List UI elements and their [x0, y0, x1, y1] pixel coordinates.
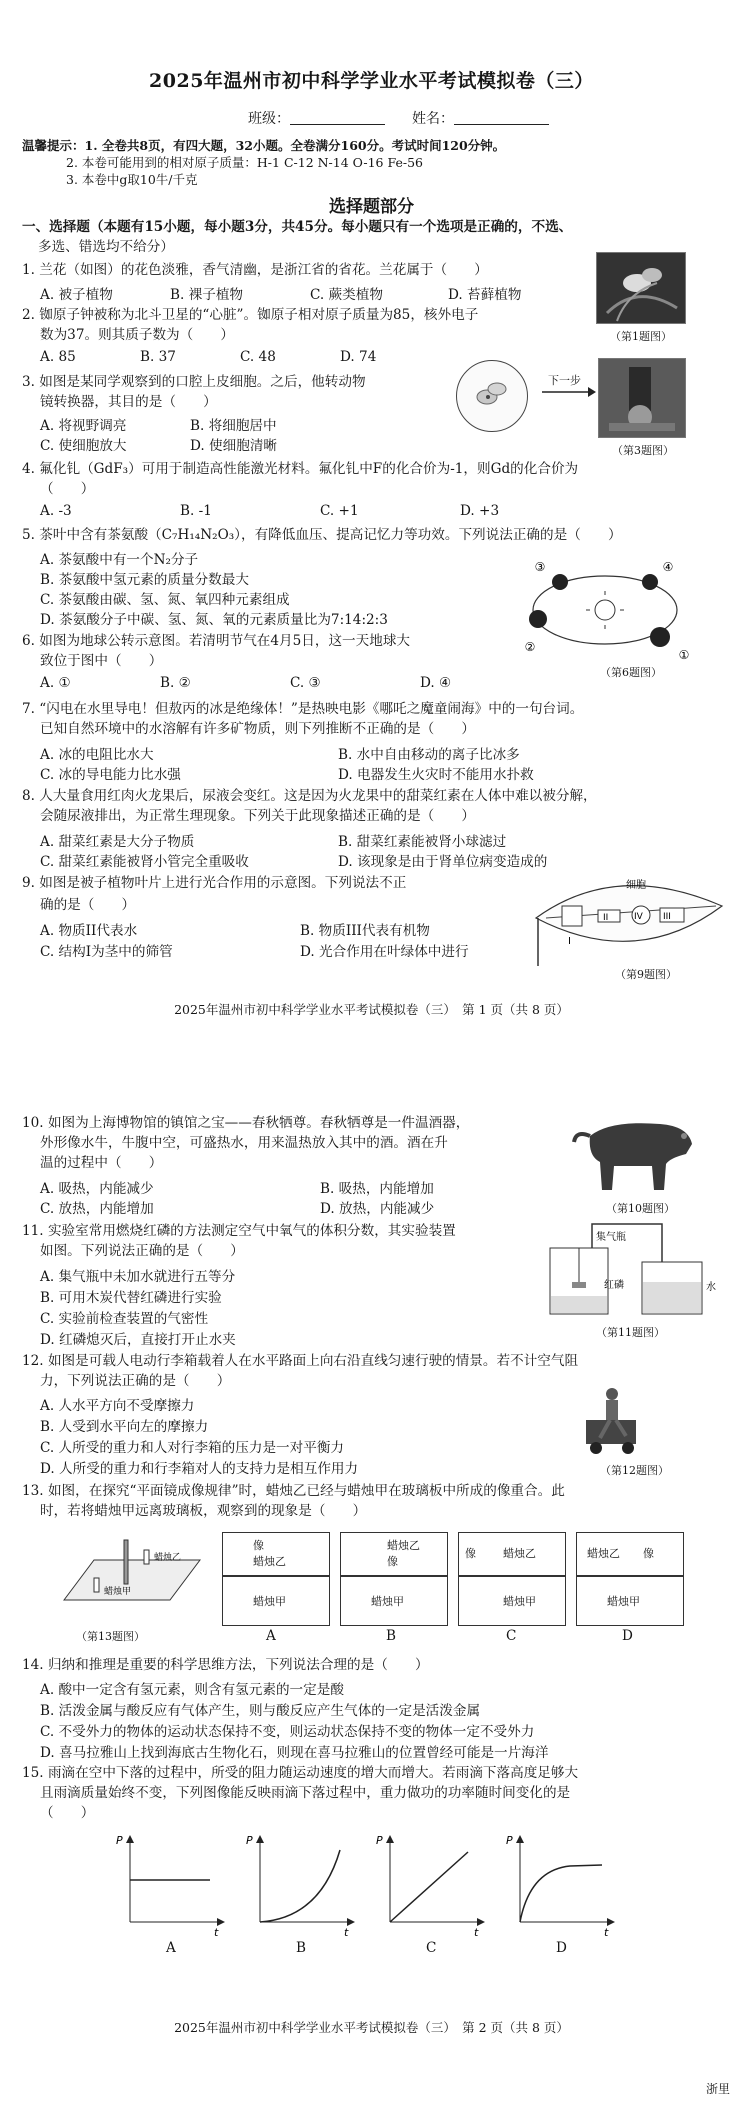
q5-option-a[interactable]: A. 茶氨酸中有一个N₂分子: [40, 552, 199, 568]
q8-option-d[interactable]: D. 该现象是由于肾单位病变造成的: [338, 854, 548, 870]
mirror-experiment-figure: [54, 1538, 204, 1620]
q11-option-d[interactable]: D. 红磷熄灭后，直接打开止水夹: [40, 1332, 236, 1348]
q7-option-d[interactable]: D. 电器发生火灾时不能用水扑救: [338, 767, 534, 783]
q6-option-b[interactable]: B. ②: [160, 675, 191, 691]
question-12-line-2: 力，下列说法正确的是（ ）: [40, 1373, 231, 1389]
caption-q1: （第1题图）: [610, 330, 672, 343]
q13-panel-b[interactable]: [340, 1532, 448, 1626]
question-10: 10. 如图为上海博物馆的镇馆之宝——春秋牺尊。春秋牺尊是一件温酒器，: [22, 1115, 470, 1131]
question-6: 6. 如图为地球公转示意图。若清明节气在4月5日，这一天地球大: [22, 633, 411, 649]
red-phosphorus-apparatus: [542, 1212, 722, 1320]
q15-graph-b[interactable]: [240, 1830, 360, 1938]
panel-d-jia: 蜡烛甲: [607, 1595, 640, 1608]
q10-option-c[interactable]: C. 放热，内能增加: [40, 1201, 154, 1217]
question-11: 11. 实验室常用燃烧红磷的方法测定空气中氧气的体积分数，其实验装置: [22, 1223, 456, 1239]
q1-option-a[interactable]: A. 被子植物: [40, 287, 113, 303]
graph-b-y: P: [246, 1834, 253, 1847]
microscope-view-circle: [456, 360, 528, 432]
apparatus-label-water: 水: [706, 1282, 716, 1293]
panel-a-yi: 蜡烛乙: [253, 1555, 286, 1568]
q11-option-a[interactable]: A. 集气瓶中未加水就进行五等分: [40, 1269, 236, 1285]
graph-c-x: t: [474, 1926, 479, 1938]
q14-option-d[interactable]: D. 喜马拉雅山上找到海底古生物化石，则现在喜马拉雅山的位置曾经可能是一片海洋: [40, 1745, 549, 1761]
part-instruction: 一、选择题（本题有15小题，每小题3分，共45分。每小题只有一个选项是正确的，不选、: [22, 219, 573, 235]
leaf-label-IV: IV: [634, 912, 643, 922]
corner-watermark-text: 浙里: [706, 2082, 731, 2096]
question-9: 9. 如图是被子植物叶片上进行光合作用的示意图。下列说法不正: [22, 875, 407, 891]
panel-d-yi: 蜡烛乙: [587, 1547, 620, 1560]
orchid-photo: [596, 252, 686, 324]
leaf-photosynthesis-diagram: [526, 866, 732, 972]
q15-graph-a[interactable]: [110, 1830, 230, 1938]
caption-q13: （第13题图）: [76, 1630, 145, 1643]
graph-c-y: P: [376, 1834, 383, 1847]
orbit-label-4: ④: [662, 560, 674, 574]
question-6-line-2: 致位于图中（ ）: [40, 653, 163, 669]
q9-option-b[interactable]: B. 物质III代表有机物: [300, 923, 430, 939]
q7-option-b[interactable]: B. 水中自由移动的离子比冰多: [338, 747, 520, 763]
footer-page-2: 2025年温州市初中科学学业水平考试模拟卷（三） 第 2 页（共 8 页）: [174, 2020, 569, 2035]
q12-option-d[interactable]: D. 人所受的重力和行李箱对人的支持力是相互作用力: [40, 1461, 359, 1477]
leaf-label-cell: 细胞: [626, 880, 646, 891]
question-15-line-2: 且雨滴质量始终不变，下列图像能反映雨滴下落过程中，重力做功的功率随时间变化的是: [40, 1785, 571, 1801]
q12-option-c[interactable]: C. 人所受的重力和人对行李箱的压力是一对平衡力: [40, 1440, 345, 1456]
question-1: 1. 兰花（如图）的花色淡雅，香气清幽，是浙江省的省花。兰花属于（ ）: [22, 262, 488, 278]
name-field: 姓名：: [412, 108, 549, 128]
next-step-arrow-icon: [540, 386, 596, 398]
caption-q11: （第11题图）: [596, 1326, 665, 1339]
question-8: 8. 人大量食用红肉火龙果后，尿液会变红。这是因为火龙果中的甜菜红素在人体中难以被分解，: [22, 788, 597, 804]
q3-option-b[interactable]: B. 将细胞居中: [190, 418, 277, 434]
mirror-label-yi: 蜡烛乙: [154, 1553, 182, 1563]
q8-option-a[interactable]: A. 甜菜红素是大分子物质: [40, 834, 195, 850]
question-3: 3. 如图是某同学观察到的口腔上皮细胞。之后，他转动物: [22, 374, 366, 390]
q1-option-c[interactable]: C. 蕨类植物: [310, 287, 383, 303]
panel-b-jia: 蜡烛甲: [371, 1595, 404, 1608]
q6-option-c[interactable]: C. ③: [290, 675, 321, 691]
question-5: 5. 茶叶中含有茶氨酸（C₇H₁₄N₂O₃），有降低血压、提高记忆力等功效。下列说法正确的是（ ）: [22, 527, 622, 543]
q2-option-c[interactable]: C. 48: [240, 349, 276, 365]
next-step-label: 下一步: [548, 374, 581, 387]
panel-c-image: 像: [465, 1547, 476, 1560]
question-15: 15. 雨滴在空中下落的过程中，所受的阻力随运动速度的增大而增大。若雨滴下落高度足够大: [22, 1765, 579, 1781]
bronze-ox-vessel-photo: [570, 1106, 700, 1194]
q13-option-b[interactable]: B: [386, 1628, 396, 1644]
q12-option-b[interactable]: B. 人受到水平向左的摩擦力: [40, 1419, 209, 1435]
caption-q6: （第6题图）: [600, 666, 662, 679]
q14-option-a[interactable]: A. 酸中一定含有氢元素，则含有氢元素的一定是酸: [40, 1682, 344, 1698]
footer-page-1: 2025年温州市初中科学学业水平考试模拟卷（三） 第 1 页（共 8 页）: [174, 1002, 569, 1017]
q13-option-d[interactable]: D: [622, 1628, 633, 1644]
question-3-line-2: 镜转换器，其目的是（ ）: [40, 394, 217, 410]
question-9-line-2: 确的是（ ）: [40, 897, 136, 913]
q15-graph-d[interactable]: [500, 1830, 620, 1938]
panel-c-yi: 蜡烛乙: [503, 1547, 536, 1560]
graph-a-y: P: [116, 1834, 123, 1847]
q2-option-a[interactable]: A. 85: [40, 349, 76, 365]
section-title: 选择题部分: [329, 197, 414, 217]
apparatus-label-red: 红磷: [604, 1280, 624, 1291]
question-12: 12. 如图是可载人电动行李箱载着人在水平路面上向右沿直线匀速行驶的情景。若不计空气阻: [22, 1353, 579, 1369]
leaf-label-III: III: [663, 912, 671, 922]
orbit-label-3: ③: [534, 560, 546, 574]
leaf-label-I: I: [568, 936, 571, 947]
panel-d-image: 像: [643, 1547, 654, 1560]
caption-q10: （第10题图）: [606, 1202, 675, 1215]
question-7-line-2: 已知自然环境中的水溶解有许多矿物质，则下列推断不正确的是（ ）: [40, 721, 475, 737]
q14-option-b[interactable]: B. 活泼金属与酸反应有气体产生，则与酸反应产生气体的一定是活泼金属: [40, 1703, 481, 1719]
q15-option-b[interactable]: B: [296, 1940, 306, 1956]
graph-d-x: t: [604, 1926, 609, 1938]
question-2-line-2: 数为37。则其质子数为（ ）: [40, 327, 235, 343]
earth-orbit-diagram: [510, 555, 700, 665]
q11-option-c[interactable]: C. 实验前检查装置的气密性: [40, 1311, 209, 1327]
q6-option-d[interactable]: D. ④: [420, 675, 452, 691]
q15-option-d[interactable]: D: [556, 1940, 567, 1956]
q3-option-c[interactable]: C. 使细胞放大: [40, 438, 127, 454]
q4-option-a[interactable]: A. -3: [40, 503, 72, 519]
q4-option-b[interactable]: B. -1: [180, 503, 212, 519]
q4-option-c[interactable]: C. +1: [320, 503, 359, 519]
q7-option-c[interactable]: C. 冰的导电能力比水强: [40, 767, 181, 783]
q15-option-c[interactable]: C: [426, 1940, 437, 1956]
q3-option-a[interactable]: A. 将视野调亮: [40, 418, 127, 434]
q9-option-c[interactable]: C. 结构I为茎中的筛管: [40, 944, 173, 960]
q10-option-b[interactable]: B. 吸热，内能增加: [320, 1181, 434, 1197]
question-14: 14. 归纳和推理是重要的科学思维方法，下列说法合理的是（ ）: [22, 1657, 429, 1673]
caption-q12: （第12题图）: [600, 1464, 669, 1477]
q14-option-c[interactable]: C. 不受外力的物体的运动状态保持不变，则运动状态保持不变的物体一定不受外力: [40, 1724, 535, 1740]
microscope-photo: [598, 358, 686, 438]
panel-b-yi: 蜡烛乙: [387, 1539, 420, 1552]
q10-option-d[interactable]: D. 放热，内能减少: [320, 1201, 435, 1217]
q15-graph-c[interactable]: [370, 1830, 490, 1938]
q7-option-a[interactable]: A. 冰的电阻比水大: [40, 747, 154, 763]
q13-panel-a[interactable]: [222, 1532, 330, 1626]
graph-b-x: t: [344, 1926, 349, 1938]
q1-option-b[interactable]: B. 裸子植物: [170, 287, 244, 303]
question-8-line-2: 会随尿液排出，为正常生理现象。下列关于此现象描述正确的是（ ）: [40, 808, 475, 824]
orbit-label-1: ①: [678, 648, 690, 662]
class-field: 班级：: [248, 108, 385, 128]
q13-panel-c[interactable]: [458, 1532, 566, 1626]
orbit-label-2: ②: [524, 640, 536, 654]
question-13-line-2: 时，若将蜡烛甲远离玻璃板，观察到的现象是（ ）: [40, 1503, 367, 1519]
graph-d-y: P: [506, 1834, 513, 1847]
question-7: 7. “闪电在水里导电！但敖丙的冰是绝缘体！”是热映电影《哪吒之魔童闹海》中的一句台词。: [22, 701, 584, 717]
panel-c-jia: 蜡烛甲: [503, 1595, 536, 1608]
q2-option-d[interactable]: D. 74: [340, 349, 377, 365]
leaf-label-II: II: [603, 913, 609, 923]
q9-option-d[interactable]: D. 光合作用在叶绿体中进行: [300, 944, 469, 960]
tip-line-3: 3. 本卷中g取10牛/千克: [66, 172, 198, 187]
apparatus-label-gas: 集气瓶: [596, 1232, 626, 1243]
tip-line-1: 温馨提示：1. 全卷共8页，有四大题，32小题。全卷满分160分。考试时间120分钟。: [22, 138, 506, 153]
question-10-line-2: 外形像水牛，牛腹中空，可盛热水，用来温热放入其中的酒。酒在升: [40, 1135, 448, 1151]
question-4-line-2: （ ）: [40, 481, 95, 497]
q13-option-c[interactable]: C: [506, 1628, 517, 1644]
graph-a-x: t: [214, 1926, 219, 1938]
q8-option-b[interactable]: B. 甜菜红素能被肾小球滤过: [338, 834, 507, 850]
q13-panel-d[interactable]: [576, 1532, 684, 1626]
suitcase-rider-photo: [576, 1386, 652, 1456]
panel-a-jia: 蜡烛甲: [253, 1595, 286, 1608]
part-instruction-2: 多选、错选均不给分）: [38, 239, 174, 255]
q13-option-a[interactable]: A: [266, 1628, 276, 1644]
caption-q3: （第3题图）: [612, 444, 674, 457]
question-4: 4. 氟化钆（GdF₃）可用于制造高性能激光材料。氟化钆中F的化合价为-1，则Gd的化合价为: [22, 461, 579, 477]
exam-title: 2025年温州市初中科学学业水平考试模拟卷（三）: [149, 70, 594, 92]
q5-option-c[interactable]: C. 茶氨酸由碳、氢、氮、氧四种元素组成: [40, 592, 290, 608]
q9-option-a[interactable]: A. 物质II代表水: [40, 923, 138, 939]
mirror-label-jia: 蜡烛甲: [104, 1587, 132, 1597]
q5-option-b[interactable]: B. 茶氨酸中氢元素的质量分数最大: [40, 572, 249, 588]
tip-line-2: 2. 本卷可能用到的相对原子质量：H-1 C-12 N-14 O-16 Fe-56: [66, 155, 423, 170]
panel-b-image: 像: [387, 1555, 398, 1568]
q4-option-d[interactable]: D. +3: [460, 503, 500, 519]
q15-option-a[interactable]: A: [166, 1940, 176, 1956]
q3-option-d[interactable]: D. 使细胞清晰: [190, 438, 278, 454]
question-11-line-2: 如图。下列说法正确的是（ ）: [40, 1243, 244, 1259]
question-10-line-3: 温的过程中（ ）: [40, 1155, 163, 1171]
panel-a-image: 像: [253, 1539, 264, 1552]
question-2: 2. 铷原子钟被称为北斗卫星的“心脏”。铷原子相对原子质量为85，核外电子: [22, 307, 479, 323]
q11-option-b[interactable]: B. 可用木炭代替红磷进行实验: [40, 1290, 222, 1306]
q5-option-d[interactable]: D. 茶氨酸分子中碳、氢、氮、氧的元素质量比为7:14:2:3: [40, 612, 388, 628]
q12-option-a[interactable]: A. 人水平方向不受摩擦力: [40, 1398, 195, 1414]
q1-option-d[interactable]: D. 苔藓植物: [448, 287, 522, 303]
q6-option-a[interactable]: A. ①: [40, 675, 71, 691]
q2-option-b[interactable]: B. 37: [140, 349, 176, 365]
question-13: 13. 如图，在探究“平面镜成像规律”时，蜡烛乙已经与蜡烛甲在玻璃板中所成的像重合。此: [22, 1483, 565, 1499]
q10-option-a[interactable]: A. 吸热，内能减少: [40, 1181, 154, 1197]
caption-q9: （第9题图）: [615, 968, 677, 981]
question-15-line-3: （ ）: [40, 1805, 95, 1821]
q8-option-c[interactable]: C. 甜菜红素能被肾小管完全重吸收: [40, 854, 249, 870]
exam-page-2: [0, 1060, 743, 2102]
